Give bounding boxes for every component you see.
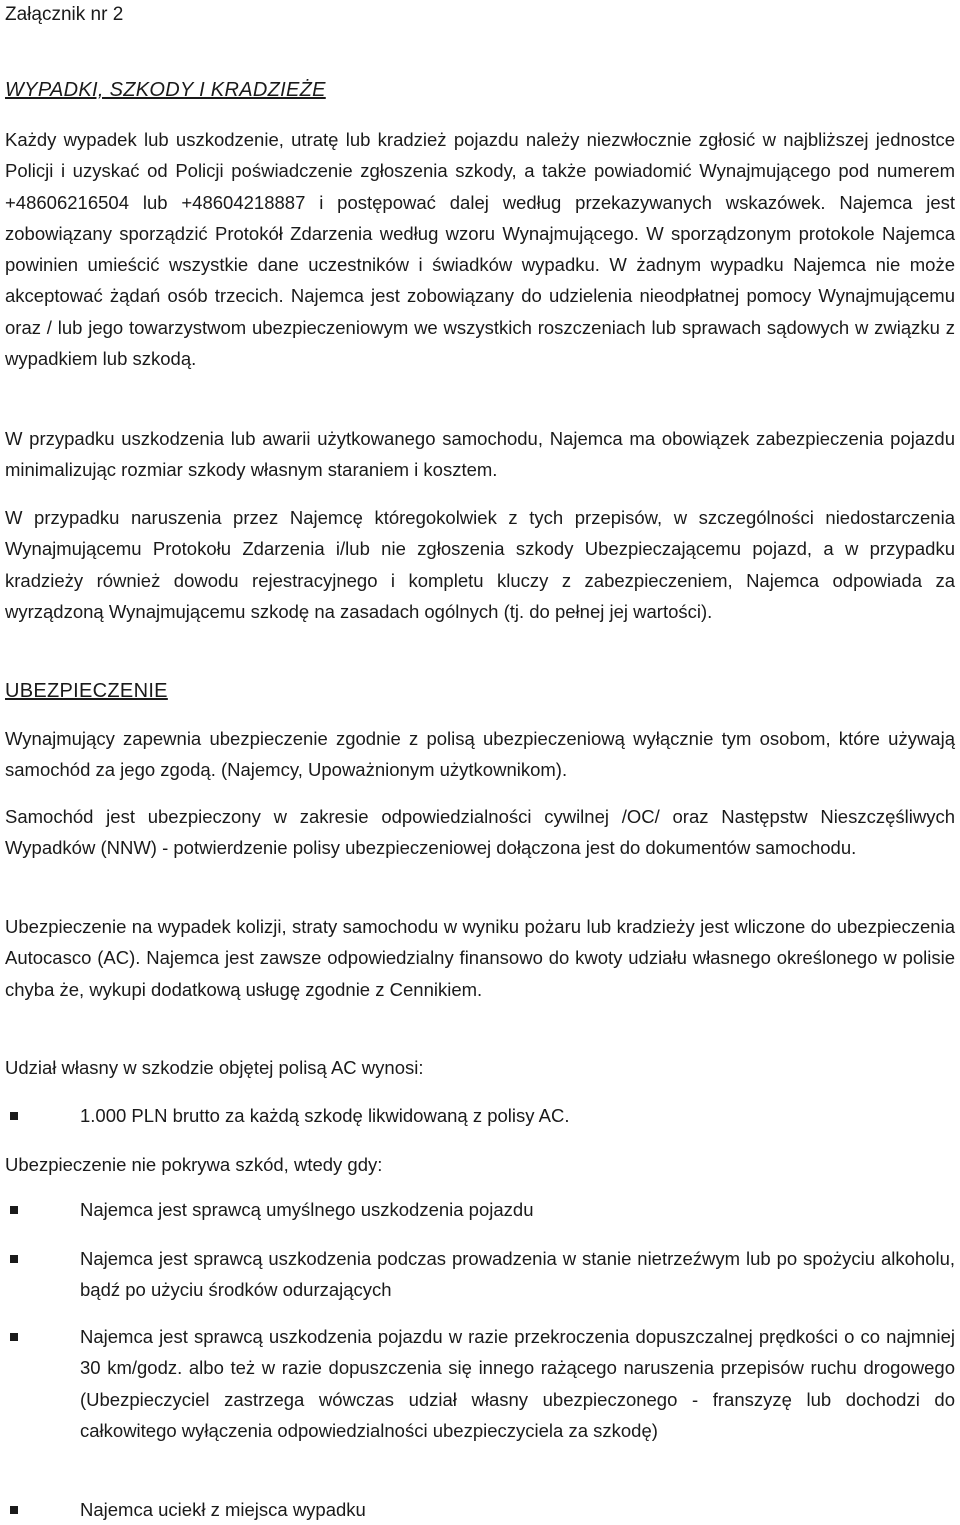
paragraph-autocasco: Ubezpieczenie na wypadek kolizji, straty samochodu w wyniku pożaru lub kradzieży jest wliczone do ubezpieczenia Autocasco (AC). Najemca jest zawsze odpowiedzialny finansowo do kwoty udziału własnego określonego w polisie chyba że, wykupi dodatkową usługę zgodnie z Cennikiem. [5,916,955,1000]
paragraph-insurance-coverage: Wynajmujący zapewnia ubezpieczenie zgodnie z polisą ubezpieczeniową wyłącznie tym osobom, które używają samochód za jego zgodą. (Najemcy, Upoważnionym użytkownikom). [5,728,955,781]
section-title-accidents: WYPADKI, SZKODY I KRADZIEŻE [5,79,326,101]
list-item-text: Najemca jest sprawcą uszkodzenia pojazdu w razie przekroczenia dopuszczalnej prędkości o co najmniej 30 km/godz. albo też w razie dopuszczenia się innego rażącego naruszenia przepisów ruchu drogowego (Ubezpieczyciel zastrzega wówczas udział własny ubezpieczonego - franszyzę lub dochodzi do całkowitego wyłączenia odpowiedzialności ubezpieczyciela za szkodę) [80,1326,955,1441]
annex-label: Załącznik nr 2 [5,4,124,25]
square-bullet-icon [10,1206,18,1214]
paragraph-deductible-intro: Udział własny w szkodzie objętej polisą AC wynosi: [5,1057,424,1078]
list-item-text: Najemca jest sprawcą umyślnego uszkodzenia pojazdu [80,1199,534,1220]
paragraph-vehicle-damage: W przypadku uszkodzenia lub awarii użytkowanego samochodu, Najemca ma obowiązek zabezpieczenia pojazdu minimalizując rozmiar szkody własnym staraniem i kosztem. [5,428,955,481]
square-bullet-icon [10,1112,18,1120]
square-bullet-icon [10,1255,18,1263]
list-item-text: 1.000 PLN brutto za każdą szkodę likwidowaną z polisy AC. [80,1105,570,1126]
list-item-text: Najemca jest sprawcą uszkodzenia podczas prowadzenia w stanie nietrzeźwym lub po spożyciu alkoholu, bądź po użyciu środków odurzających [80,1248,955,1301]
paragraph-liability: W przypadku naruszenia przez Najemcę któregokolwiek z tych przepisów, w szczególności niedostarczenia Wynajmującemu Protokołu Zdarzenia i/lub nie zgłoszenia szkody Ubezpieczającemu pojazd, a w przypadku kradzieży również dowodu rejestracyjnego i kompletu kluczy z zabezpieczeniem, Najemca odpowiada za wyrządzoną Wynajmującemu szkodę na zasadach ogólnych (tj. do pełnej jej wartości). [5,507,955,622]
square-bullet-icon [10,1333,18,1341]
square-bullet-icon [10,1506,18,1514]
list-item-text: Najemca uciekł z miejsca wypadku [80,1499,366,1520]
paragraph-oc-nnw: Samochód jest ubezpieczony w zakresie odpowiedzialności cywilnej /OC/ oraz Następstw Nieszczęśliwych Wypadków (NNW) - potwierdzenie polisy ubezpieczeniowej dołączona jest do dokumentów samochodu. [5,806,955,859]
paragraph-reporting: Każdy wypadek lub uszkodzenie, utratę lub kradzież pojazdu należy niezwłocznie zgłosić w najbliższej jednostce Policji i uzyskać od Policji poświadczenie zgłoszenia szkody, a także powiadomić Wynajmującego pod numerem +48606216504 lub +48604218887 i postępować dalej według przekazywanych wskazówek. Najemca jest zobowiązany sporządzić Protokół Zdarzenia według wzoru Wynajmującego. W sporządzonym protokole Najemca powinien umieścić wszystkie dane uczestników i świadków wypadku. W żadnym wypadku Najemca nie może akceptować żądań osób trzecich. Najemca jest zobowiązany do udzielenia nieodpłatnej pomocy Wynajmującemu oraz / lub jego towarzystwom ubezpieczeniowym we wszystkich roszczeniach lub sprawach sądowych w związku z wypadkiem lub szkodą. [5,129,955,370]
section-title-insurance: UBEZPIECZENIE [5,680,168,702]
paragraph-exclusions-intro: Ubezpieczenie nie pokrywa szkód, wtedy gdy: [5,1154,383,1175]
